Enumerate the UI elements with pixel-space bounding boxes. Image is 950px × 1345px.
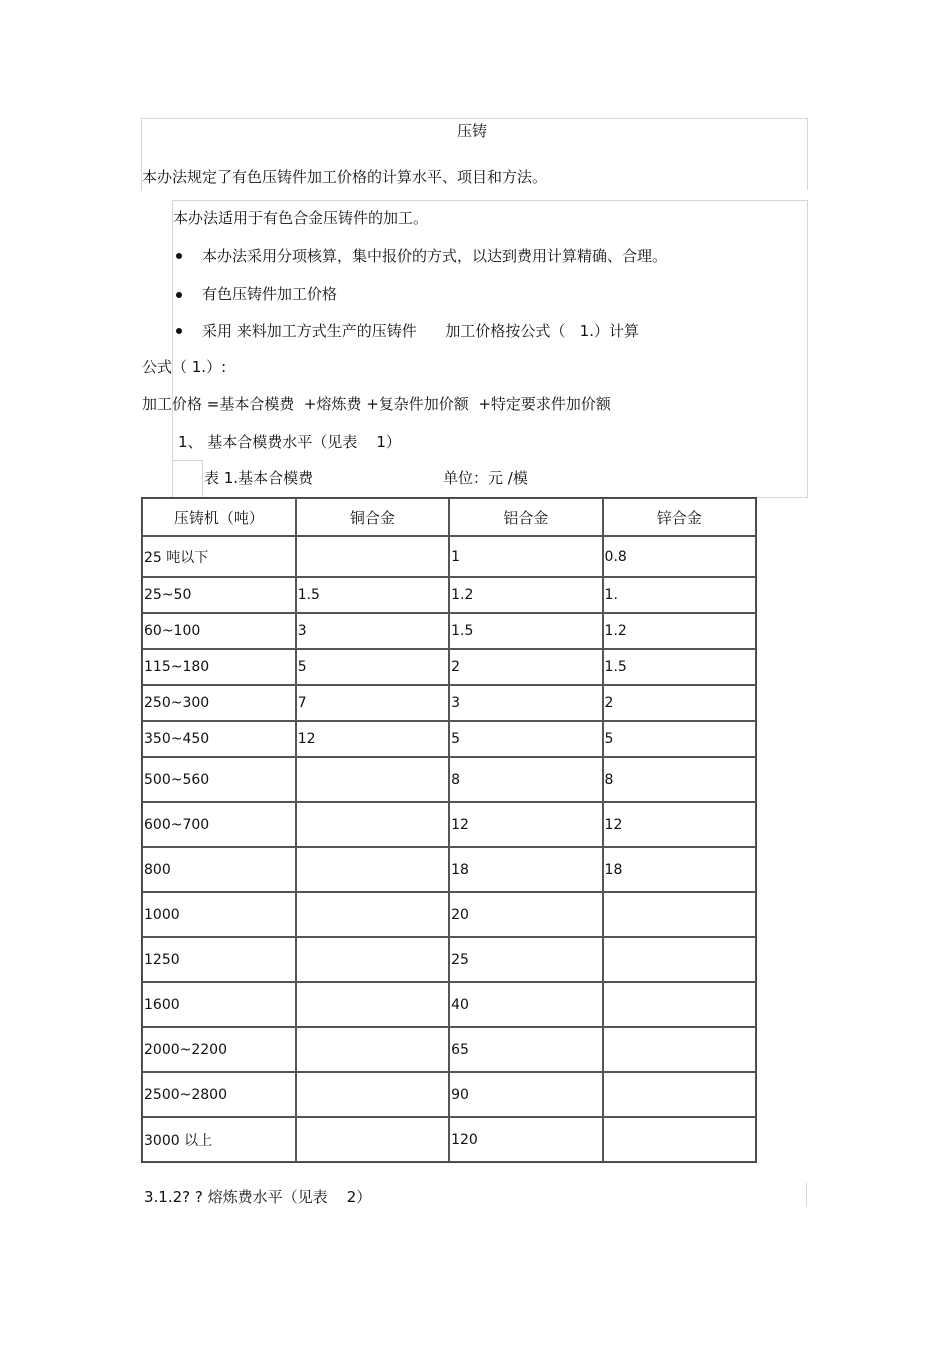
table-cell: 1.2 [603, 613, 756, 649]
table-row [142, 802, 756, 847]
table-cell: 115~180 [142, 649, 296, 685]
table-cell: 18 [603, 847, 756, 892]
table-row [142, 536, 756, 577]
table-cell: 1250 [142, 937, 296, 982]
table-cell [603, 1072, 756, 1117]
table-cell: 5 [603, 721, 756, 757]
bullet-item-2: 有色压铸件加工价格 [202, 285, 338, 303]
document-title: 压铸 [457, 122, 488, 140]
bullet-icon [176, 253, 182, 259]
table-cell [296, 937, 449, 982]
table-cell: 8 [603, 757, 756, 802]
table-cell [296, 1072, 449, 1117]
table-cell: 12 [603, 802, 756, 847]
table-cell [296, 892, 449, 937]
table-cell: 1600 [142, 982, 296, 1027]
bullet-item-3: 采用 来料加工方式生产的压铸件 加工价格按公式（ 1.）计算 [202, 322, 639, 340]
formula-label: 公式（ 1.）: [142, 358, 227, 376]
header-copper-alloy: 铜合金 [296, 498, 449, 536]
table-cell: 65 [449, 1027, 602, 1072]
footer-frame-edge [806, 1183, 807, 1207]
table-cell: 1.2 [449, 577, 602, 613]
table-row [142, 721, 756, 757]
table-row [142, 613, 756, 649]
table-cell: 60~100 [142, 613, 296, 649]
table-cell [296, 1027, 449, 1072]
table-row [142, 847, 756, 892]
table-cell [296, 847, 449, 892]
table-row [142, 1117, 756, 1162]
table-cell [296, 982, 449, 1027]
table-cell [296, 1117, 449, 1162]
table-cell: 8 [449, 757, 602, 802]
table-cell: 800 [142, 847, 296, 892]
table-cell: 25 [449, 937, 602, 982]
table-cell: 1.5 [449, 613, 602, 649]
table-cell: 1000 [142, 892, 296, 937]
header-zinc-alloy: 锌合金 [603, 498, 756, 536]
base-mold-fee-table [141, 497, 757, 1163]
formula-frame-edge [172, 420, 173, 460]
table-cell: 3 [449, 685, 602, 721]
table-cell: 18 [449, 847, 602, 892]
intro-paragraph: 本办法规定了有色压铸件加工价格的计算水平、项目和方法。 [142, 168, 548, 186]
table-row [142, 577, 756, 613]
bullet-item-1: 本办法采用分项核算，集中报价的方式，以达到费用计算精确、合理。 [202, 247, 668, 265]
table-row [142, 685, 756, 721]
table-row [142, 982, 756, 1027]
table-cell: 500~560 [142, 757, 296, 802]
table-cell: 3 [296, 613, 449, 649]
table-cell: 1.5 [603, 649, 756, 685]
header-machine-tonnage: 压铸机（吨） [142, 498, 296, 536]
table-cell: 7 [296, 685, 449, 721]
table-row [142, 649, 756, 685]
table-row [142, 892, 756, 937]
table-cell [603, 982, 756, 1027]
table-cell: 250~300 [142, 685, 296, 721]
table-cell: 12 [449, 802, 602, 847]
table-cell: 2 [603, 685, 756, 721]
table-row [142, 937, 756, 982]
table-cell: 2 [449, 649, 602, 685]
table-cell: 25~50 [142, 577, 296, 613]
table-cell: 40 [449, 982, 602, 1027]
formula-text: 加工价格 =基本合模费 +熔炼费 +复杂件加价额 +特定要求件加价额 [142, 395, 611, 413]
table-cell: 90 [449, 1072, 602, 1117]
table-cell [296, 536, 449, 577]
table-cell: 5 [449, 721, 602, 757]
table-cell [603, 1117, 756, 1162]
table-row [142, 1027, 756, 1072]
header-aluminum-alloy: 铝合金 [449, 498, 602, 536]
table-cell [296, 802, 449, 847]
table-cell: 120 [449, 1117, 602, 1162]
table-unit: 单位：元 /模 [443, 469, 528, 487]
table-cell: 1 [449, 536, 602, 577]
table-cell: 3000 以上 [142, 1117, 296, 1162]
bullet-icon [176, 328, 182, 334]
caption-frame-edge [202, 460, 203, 498]
table-cell [603, 1027, 756, 1072]
table-cell [603, 937, 756, 982]
section-heading-1: 1、 基本合模费水平（见表 1） [178, 433, 401, 451]
table-cell: 2000~2200 [142, 1027, 296, 1072]
scope-paragraph: 本办法适用于有色合金压铸件的加工。 [173, 209, 429, 227]
table-cell: 1. [603, 577, 756, 613]
section-heading-2: 3.1.2? ? 熔炼费水平（见表 2） [144, 1188, 372, 1206]
formula-frame-bottom [172, 460, 202, 461]
table-cell: 600~700 [142, 802, 296, 847]
table-cell: 0.8 [603, 536, 756, 577]
table-cell: 5 [296, 649, 449, 685]
table-cell: 12 [296, 721, 449, 757]
table-cell: 350~450 [142, 721, 296, 757]
table-caption: 表 1.基本合模费 [204, 469, 314, 487]
bullet-icon [176, 292, 182, 298]
table-cell [603, 892, 756, 937]
table-cell: 20 [449, 892, 602, 937]
table-row [142, 1072, 756, 1117]
table-cell [296, 757, 449, 802]
table-cell: 1.5 [296, 577, 449, 613]
table-row [142, 757, 756, 802]
table-cell: 2500~2800 [142, 1072, 296, 1117]
table-cell: 25 吨以下 [142, 536, 296, 577]
